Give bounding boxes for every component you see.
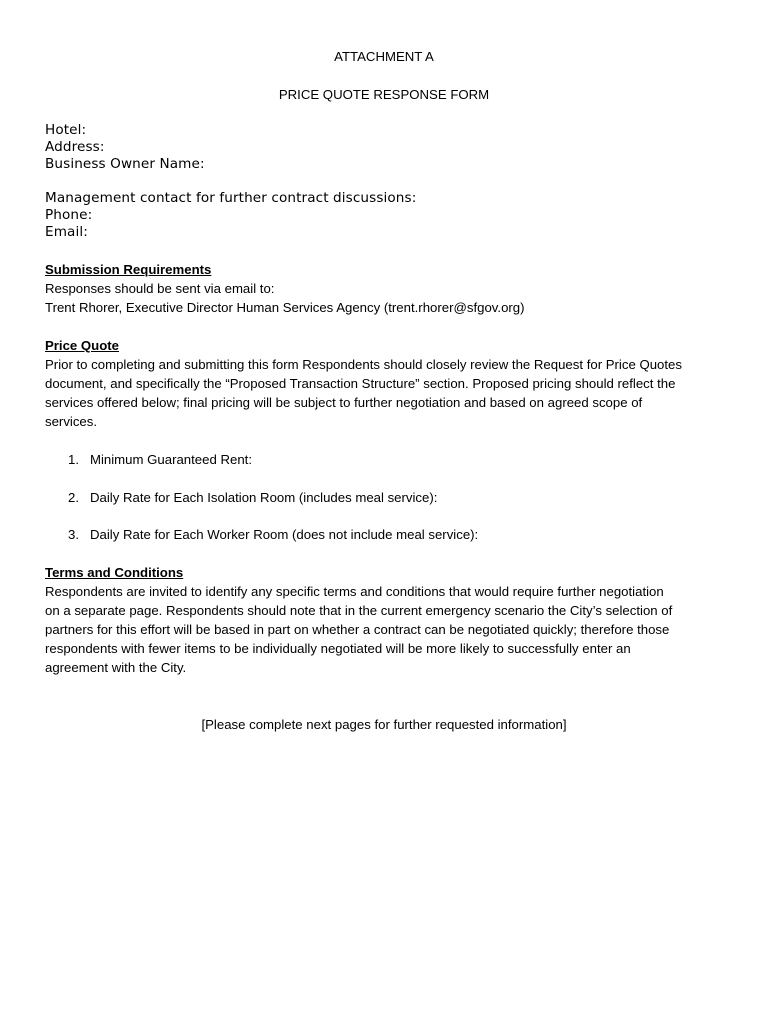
phone-field-label: Phone:: [45, 207, 93, 223]
price-quote-paragraph-line: document, and specifically the “Proposed Transaction Structure” section. Proposed pricing should reflect the: [45, 376, 676, 391]
list-item-number: 3.: [68, 527, 79, 542]
terms-paragraph-line: respondents with fewer items to be individually negotiated will be more likely to successfully enter an: [45, 641, 631, 656]
address-field-label: Address:: [45, 139, 105, 155]
submission-heading: Submission Requirements: [45, 262, 212, 277]
price-quote-paragraph-line: Prior to completing and submitting this form Respondents should closely review the Request for Price Quotes: [45, 357, 682, 372]
terms-heading: Terms and Conditions: [45, 565, 184, 580]
list-item-text: Daily Rate for Each Isolation Room (includes meal service):: [90, 490, 438, 505]
owner-field-label: Business Owner Name:: [45, 156, 205, 172]
attachment-title: ATTACHMENT A: [334, 49, 434, 64]
email-field-label: Email:: [45, 224, 88, 240]
price-quote-heading: Price Quote: [45, 338, 120, 353]
hotel-field-label: Hotel:: [45, 122, 87, 138]
price-quote-paragraph-line: services.: [45, 414, 98, 429]
list-item-number: 1.: [68, 452, 79, 467]
terms-paragraph-line: on a separate page. Respondents should note that in the current emergency scenario the City’s selection of: [45, 603, 673, 618]
price-quote-paragraph-line: services offered below; final pricing will be subject to further negotiation and based on agreed scope of: [45, 395, 643, 410]
footer-note: [Please complete next pages for further requested information]: [201, 717, 567, 732]
submission-line: Responses should be sent via email to:: [45, 281, 275, 296]
submission-contact-line: Trent Rhorer, Executive Director Human Services Agency (trent.rhorer@sfgov.org): [45, 300, 525, 315]
terms-paragraph-line: partners for this effort will be based in part on whether a contract can be negotiated quickly; therefore those: [45, 622, 670, 637]
terms-paragraph-line: agreement with the City.: [45, 660, 187, 675]
terms-paragraph-line: Respondents are invited to identify any specific terms and conditions that would require further negotiation: [45, 584, 664, 599]
contact-field-label: Management contact for further contract discussions:: [45, 190, 417, 206]
list-item-text: Minimum Guaranteed Rent:: [90, 452, 252, 467]
form-title: PRICE QUOTE RESPONSE FORM: [278, 87, 490, 102]
list-item-text: Daily Rate for Each Worker Room (does not include meal service):: [90, 527, 479, 542]
list-item-number: 2.: [68, 490, 79, 505]
